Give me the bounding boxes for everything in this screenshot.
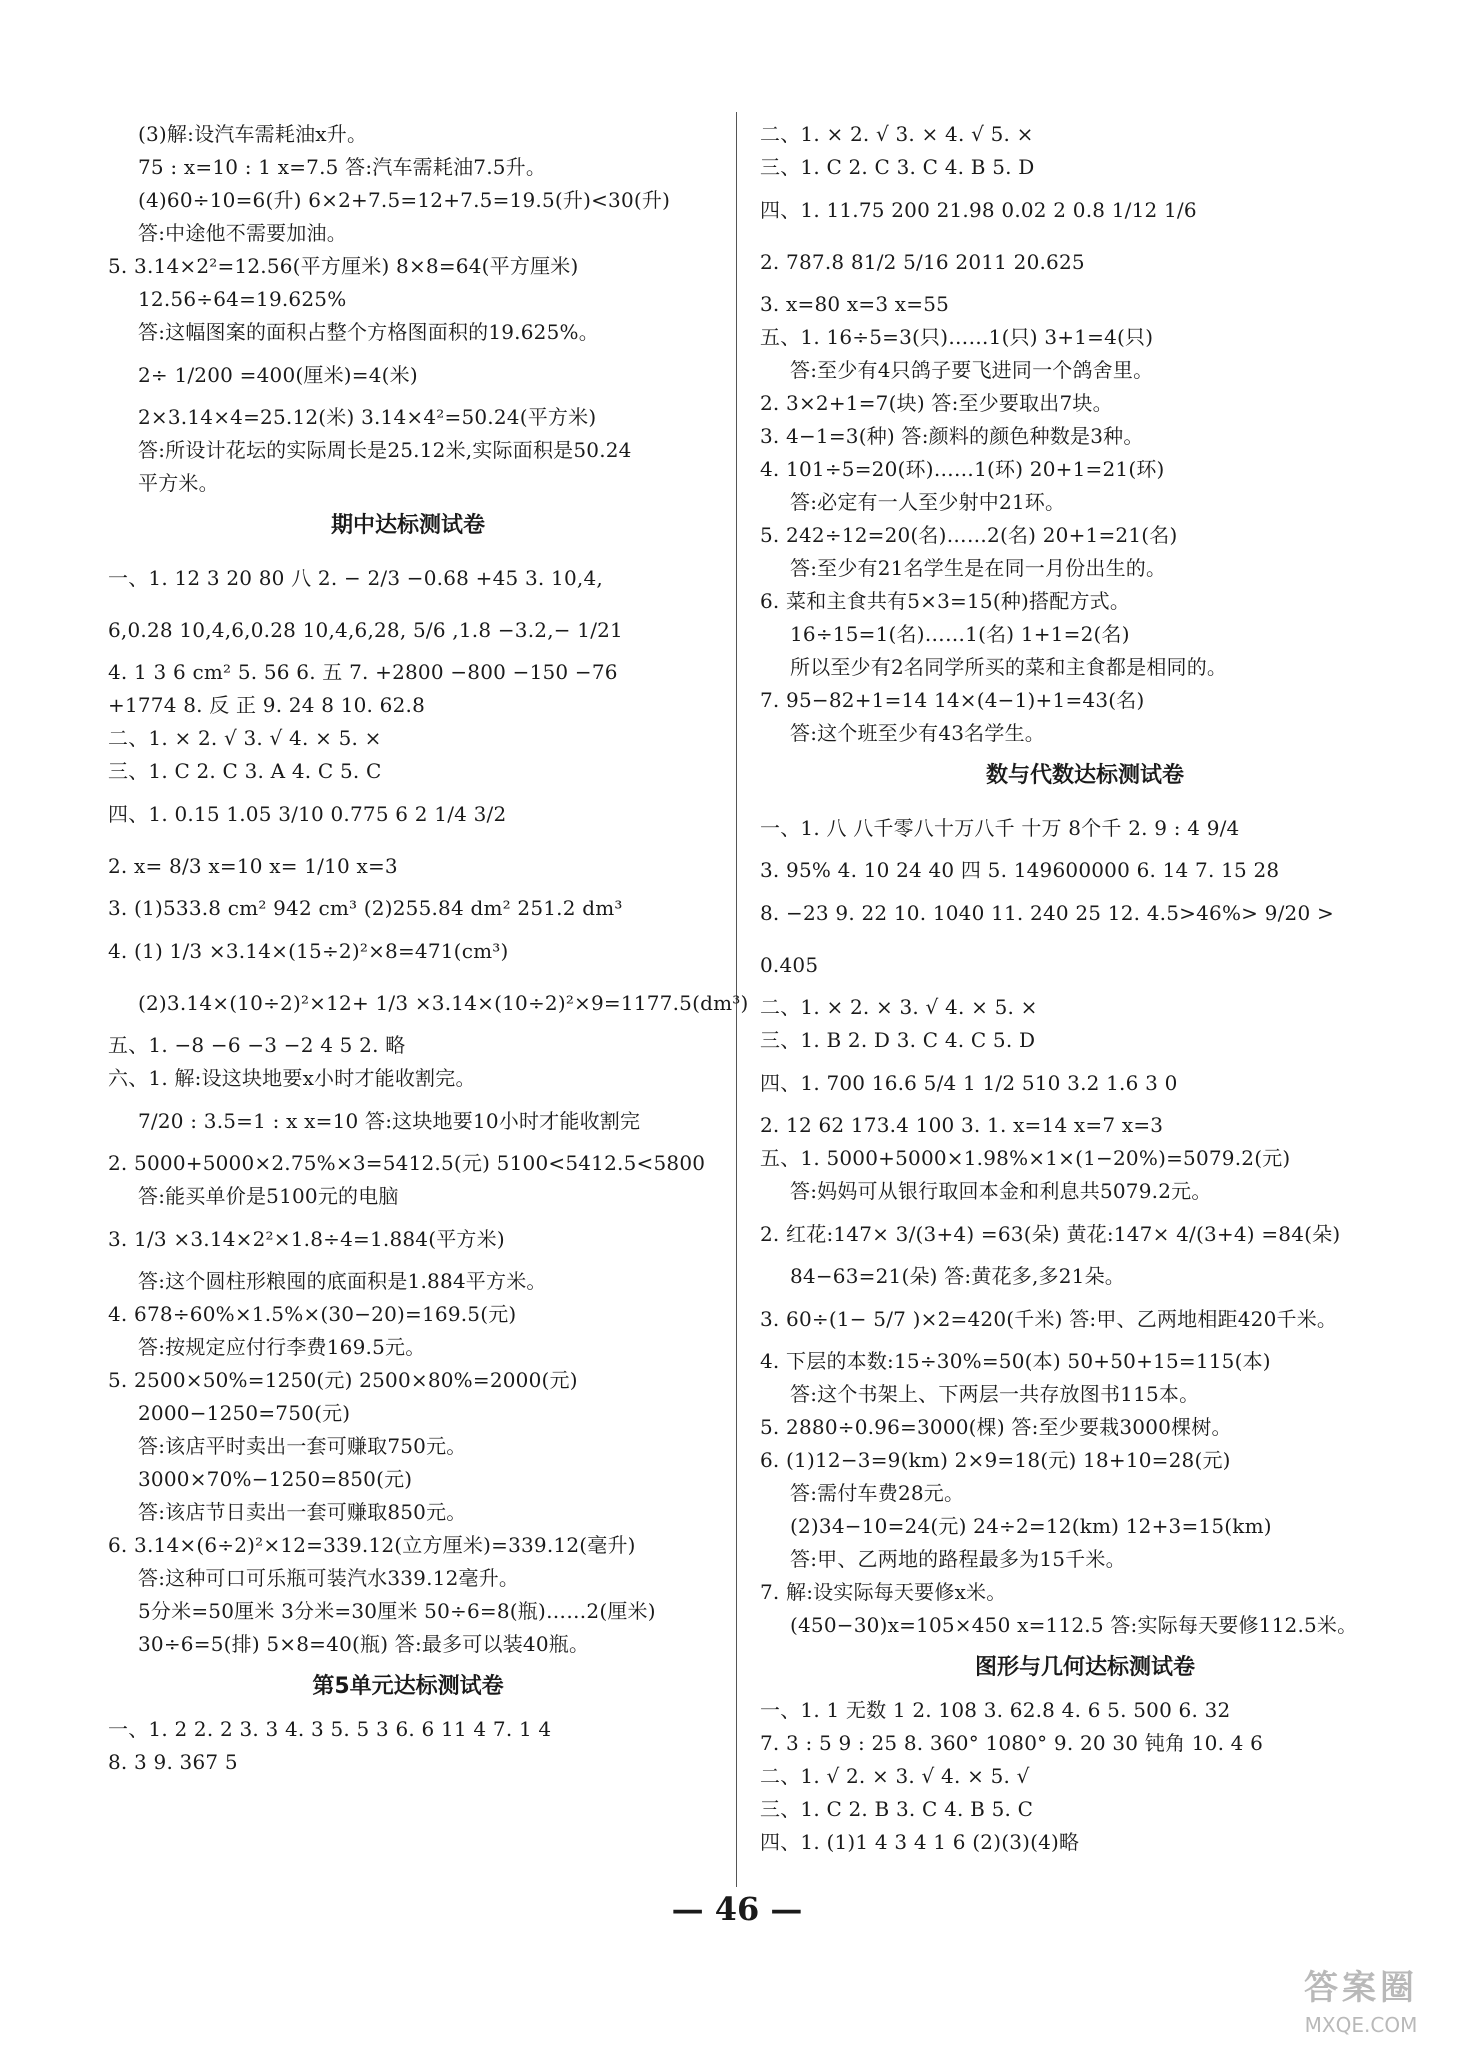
answer-line: 16÷15=1(名)……1(名) 1+1=2(名) (790, 622, 1130, 646)
answer-line: 答:按规定应付行李费169.5元。 (138, 1335, 426, 1359)
answer-line: 答:中途他不需要加油。 (138, 221, 347, 245)
answer-line: 4. (1) 1/3 ×3.14×(15÷2)²×8=471(cm³) (108, 939, 509, 963)
answer-line: 12.56÷64=19.625% (138, 287, 347, 311)
answer-line: 平方米。 (138, 471, 219, 495)
answer-line: 答:能买单价是5100元的电脑 (138, 1184, 399, 1208)
answer-line: 答:这个书架上、下两层一共存放图书115本。 (790, 1382, 1200, 1406)
answer-line: 6,0.28 10,4,6,0.28 10,4,6,28, 5/6 ,1.8 −3.2,− 1/21 (108, 618, 623, 642)
section-heading: 数与代数达标测试卷 (985, 763, 1184, 788)
answer-line: 答:至少有4只鸽子要飞进同一个鸽舍里。 (790, 358, 1154, 382)
answer-line: 84−63=21(朵) 答:黄花多,多21朵。 (790, 1264, 1125, 1288)
answer-line: 2×3.14×4=25.12(米) 3.14×4²=50.24(平方米) (138, 405, 597, 429)
answer-line: 7. 3 : 5 9 : 25 8. 360° 1080° 9. 20 30 钝角 10. 4 6 (760, 1731, 1264, 1755)
answer-line: 3. 95% 4. 10 24 40 四 5. 149600000 6. 14 7. 15 28 (760, 858, 1280, 882)
answer-line: (2)34−10=24(元) 24÷2=12(km) 12+3=15(km) (790, 1514, 1272, 1538)
answer-line: 四、1. 0.15 1.05 3/10 0.775 6 2 1/4 3/2 (108, 802, 507, 826)
watermark (1266, 1964, 1456, 2044)
answer-line: 三、1. C 2. B 3. C 4. B 5. C (760, 1797, 1034, 1821)
answer-line: 答:这幅图案的面积占整个方格图面积的19.625%。 (138, 320, 599, 344)
answer-line: 一、1. 12 3 20 80 八 2. − 2/3 −0.68 +45 3. 10,4, (108, 566, 603, 590)
answer-line: 一、1. 1 无数 1 2. 108 3. 62.8 4. 6 5. 500 6. 32 (760, 1698, 1231, 1722)
answer-line: 3. 1/3 ×3.14×2²×1.8÷4=1.884(平方米) (108, 1227, 505, 1251)
answer-line: 3. x=80 x=3 x=55 (760, 292, 950, 316)
watermark-url: MXQE.COM (1304, 2013, 1418, 2037)
answer-line: 三、1. C 2. C 3. C 4. B 5. D (760, 155, 1035, 179)
answer-line: 2. x= 8/3 x=10 x= 1/10 x=3 (108, 854, 398, 878)
answer-line: 答:这个圆柱形粮囤的底面积是1.884平方米。 (138, 1269, 547, 1293)
answer-line: 5. 2880÷0.96=3000(棵) 答:至少要栽3000棵树。 (760, 1415, 1232, 1439)
answer-line: 答:妈妈可从银行取回本金和利息共5079.2元。 (790, 1179, 1212, 1203)
answer-line: 30÷6=5(排) 5×8=40(瓶) 答:最多可以装40瓶。 (138, 1632, 590, 1656)
answer-line: 5. 242÷12=20(名)……2(名) 20+1=21(名) (760, 523, 1178, 547)
answer-line: (3)解:设汽车需耗油x升。 (138, 122, 368, 146)
answer-line: 答:所设计花坛的实际周长是25.12米,实际面积是50.24 (138, 438, 632, 462)
answer-line: 答:这种可口可乐瓶可装汽水339.12毫升。 (138, 1566, 520, 1590)
watermark-logo: 答案圈 (1304, 1968, 1418, 2008)
answer-line: 5. 2500×50%=1250(元) 2500×80%=2000(元) (108, 1368, 578, 1392)
answer-line: 2000−1250=750(元) (138, 1401, 351, 1425)
answer-line: 7. 95−82+1=14 14×(4−1)+1=43(名) (760, 688, 1145, 712)
answer-line: (2)3.14×(10÷2)²×12+ 1/3 ×3.14×(10÷2)²×9=1177.5(dm³) (138, 991, 749, 1015)
answer-line: 二、1. × 2. √ 3. × 4. √ 5. × (760, 122, 1034, 146)
left-column (108, 118, 749, 1779)
answer-line: 3. 60÷(1− 5/7 )×2=420(千米) 答:甲、乙两地相距420千米。 (760, 1307, 1338, 1331)
answer-line: (4)60÷10=6(升) 6×2+7.5=12+7.5=19.5(升)<30(升) (138, 188, 671, 212)
answer-line: 4. 678÷60%×1.5%×(30−20)=169.5(元) (108, 1302, 517, 1326)
answer-line: 六、1. 解:设这块地要x小时才能收割完。 (108, 1066, 476, 1090)
answer-line: (450−30)x=105×450 x=112.5 答:实际每天要修112.5米。 (790, 1613, 1358, 1637)
answer-line: 三、1. B 2. D 3. C 4. C 5. D (760, 1028, 1036, 1052)
answer-line: 答:甲、乙两地的路程最多为15千米。 (790, 1547, 1126, 1571)
answer-line: 五、1. −8 −6 −3 −2 4 5 2. 略 (108, 1033, 406, 1057)
answer-line: 三、1. C 2. C 3. A 4. C 5. C (108, 759, 382, 783)
right-column (760, 118, 1410, 1859)
answer-line: 8. 3 9. 367 5 (108, 1750, 238, 1774)
answer-line: 一、1. 八 八千零八十万八千 十万 8个千 2. 9 : 4 9/4 (760, 816, 1240, 840)
answer-line: 2. 5000+5000×2.75%×3=5412.5(元) 5100<5412.5<5800 (108, 1151, 706, 1175)
answer-line: 五、1. 5000+5000×1.98%×1×(1−20%)=5079.2(元) (760, 1146, 1291, 1170)
left-answer-lines (108, 118, 749, 1779)
answer-line: 二、1. √ 2. × 3. √ 4. × 5. √ (760, 1764, 1030, 1788)
answer-line: 所以至少有2名同学所买的菜和主食都是相同的。 (790, 655, 1228, 679)
answer-line: 6. 3.14×(6÷2)²×12=339.12(立方厘米)=339.12(毫升) (108, 1533, 636, 1557)
answer-line: 2. 12 62 173.4 100 3. 1. x=14 x=7 x=3 (760, 1113, 1164, 1137)
answer-line: 答:该店节日卖出一套可赚取850元。 (138, 1500, 467, 1524)
answer-line: 五、1. 16÷5=3(只)……1(只) 3+1=4(只) (760, 325, 1154, 349)
answer-line: 2÷ 1/200 =400(厘米)=4(米) (138, 363, 418, 387)
answer-line: 3. 4−1=3(种) 答:颜料的颜色种数是3种。 (760, 424, 1144, 448)
answer-line: 二、1. × 2. √ 3. √ 4. × 5. × (108, 726, 382, 750)
answer-line: 6. (1)12−3=9(km) 2×9=18(元) 18+10=28(元) (760, 1448, 1231, 1472)
answer-line: 7/20 : 3.5=1 : x x=10 答:这块地要10小时才能收割完 (138, 1109, 641, 1133)
answer-line: 2. 红花:147× 3/(3+4) =63(朵) 黄花:147× 4/(3+4) =84(朵) (760, 1222, 1341, 1246)
answer-line: 答:至少有21名学生是在同一月份出生的。 (790, 556, 1167, 580)
answer-line: 答:需付车费28元。 (790, 1481, 965, 1505)
answer-line: 6. 菜和主食共有5×3=15(种)搭配方式。 (760, 589, 1131, 613)
answer-line: 2. 3×2+1=7(块) 答:至少要取出7块。 (760, 391, 1113, 415)
answer-line: 答:这个班至少有43名学生。 (790, 721, 1045, 745)
answer-line: 二、1. × 2. × 3. √ 4. × 5. × (760, 995, 1038, 1019)
answer-line: 0.405 (760, 953, 819, 977)
answer-line: 3000×70%−1250=850(元) (138, 1467, 413, 1491)
answer-line: 5. 3.14×2²=12.56(平方厘米) 8×8=64(平方厘米) (108, 254, 579, 278)
page-number: — 46 — (671, 1890, 803, 1928)
right-answer-lines (760, 118, 1410, 1859)
answer-line: 8. −23 9. 22 10. 1040 11. 240 25 12. 4.5>46%> 9/20 > (760, 901, 1334, 925)
answer-line: 四、1. 700 16.6 5/4 1 1/2 510 3.2 1.6 3 0 (760, 1071, 1178, 1095)
answer-line: 75 : x=10 : 1 x=7.5 答:汽车需耗油7.5升。 (138, 155, 547, 179)
answer-line: 一、1. 2 2. 2 3. 3 4. 3 5. 5 3 6. 6 11 4 7. 1 4 (108, 1717, 552, 1741)
answer-line: 4. 101÷5=20(环)……1(环) 20+1=21(环) (760, 457, 1165, 481)
answer-line: 四、1. (1)1 4 3 4 1 6 (2)(3)(4)略 (760, 1830, 1080, 1854)
section-heading: 第5单元达标测试卷 (312, 1674, 504, 1699)
answer-line: 答:该店平时卖出一套可赚取750元。 (138, 1434, 467, 1458)
answer-line: 4. 下层的本数:15÷30%=50(本) 50+50+15=115(本) (760, 1349, 1271, 1373)
section-heading: 图形与几何达标测试卷 (974, 1655, 1195, 1680)
answer-line: 5分米=50厘米 3分米=30厘米 50÷6=8(瓶)……2(厘米) (138, 1599, 656, 1623)
section-heading: 期中达标测试卷 (330, 513, 485, 538)
answer-line: 4. 1 3 6 cm² 5. 56 6. 五 7. +2800 −800 −150 −76 (108, 660, 618, 684)
answer-line: 答:必定有一人至少射中21环。 (790, 490, 1066, 514)
answer-line: 四、1. 11.75 200 21.98 0.02 2 0.8 1/12 1/6 (760, 198, 1197, 222)
answer-line: 2. 787.8 81/2 5/16 2011 20.625 (760, 250, 1085, 274)
answer-line: +1774 8. 反 正 9. 24 8 10. 62.8 (108, 693, 425, 717)
answer-line: 3. (1)533.8 cm² 942 cm³ (2)255.84 dm² 251.2 dm³ (108, 896, 623, 920)
answer-line: 7. 解:设实际每天要修x米。 (760, 1580, 1007, 1604)
